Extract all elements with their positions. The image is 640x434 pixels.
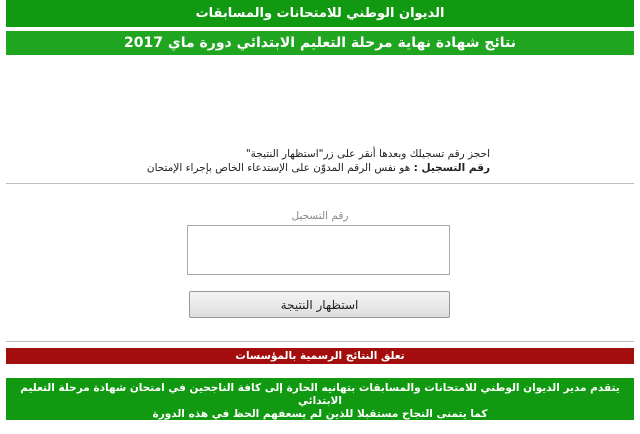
reg-number-field-label: رقم التسجيل (291, 210, 349, 222)
reg-number-input[interactable] (187, 225, 450, 275)
divider (6, 341, 634, 342)
footer-line-3: الديوان الوطني للامتحانات والمسابقات (219, 421, 421, 433)
org-name: الديوان الوطني للامتحانات والمسابقات (195, 6, 445, 21)
notice-bar (6, 348, 634, 364)
instructions (130, 147, 490, 175)
footer-line-1: يتقدم مدير الديوان الوطني للامتحانات والمسابقات بتهانيه الحارة إلى كافة الناجحين في امتحان شهادة مرحلة التعليم الابتدائي (20, 382, 620, 407)
divider (6, 183, 634, 184)
exam-title: نتائج شهادة نهاية مرحلة التعليم الابتدائي دورة ماي 2017 (124, 35, 516, 51)
footer-message (6, 378, 634, 433)
reg-number-label-bold: رقم التسجيل : (413, 162, 490, 174)
instruction-line-1: احجز رقم تسجيلك وبعدها أنقر على زر"استظهار النتيجة" (245, 148, 490, 160)
reg-number-explanation: هو نفس الرقم المدوّن على الإستدعاء الخاص بإجراء الإمتحان (146, 162, 414, 174)
instruction-line-2 (130, 161, 490, 175)
show-result-button[interactable]: استظهار النتيجة (189, 291, 450, 318)
exam-title-bar (6, 31, 634, 55)
site-header (6, 0, 634, 27)
notice-text: تعلق النتائج الرسمية بالمؤسسات (235, 350, 405, 362)
footer-line-2: كما يتمنى النجاح مستقبلا للذين لم يسعفهم الحظ في هذه الدورة (152, 408, 488, 420)
